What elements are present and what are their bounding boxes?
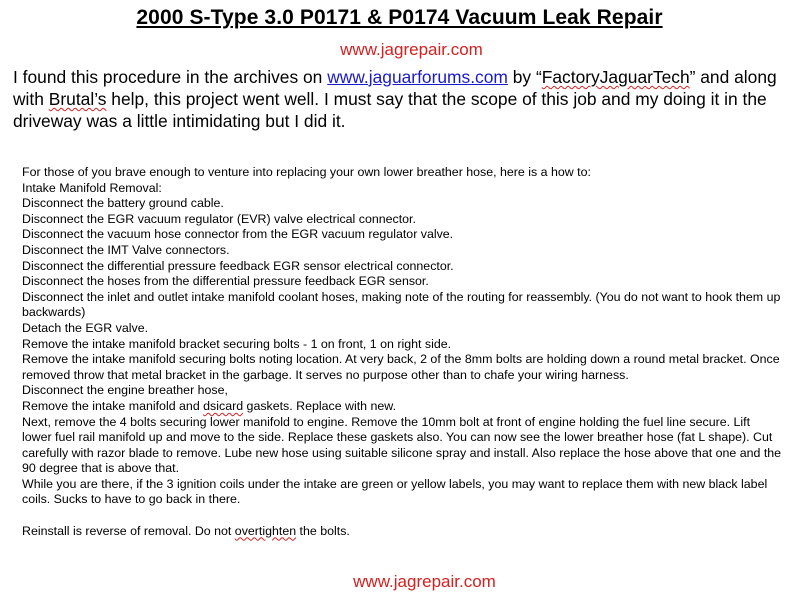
step: Remove the intake manifold bracket securing bolts - 1 on front, 1 on right side. bbox=[22, 336, 452, 351]
step: Disconnect the EGR vacuum regulator (EVR) valve electrical connector. bbox=[22, 211, 416, 226]
forum-link[interactable]: www.jaguarforums.com bbox=[327, 67, 508, 87]
site-url-top[interactable]: www.jagrepair.com bbox=[340, 40, 483, 59]
page-title: 2000 S-Type 3.0 P0171 & P0174 Vacuum Leak Repair bbox=[136, 6, 663, 29]
step-gaskets-typo: dsicard bbox=[203, 398, 244, 413]
paragraph-gap bbox=[22, 508, 782, 524]
step-reinstall-text-2: the bolts. bbox=[296, 523, 350, 538]
step-gaskets-text-2: gaskets. Replace with new. bbox=[243, 398, 397, 413]
intro-paragraph bbox=[13, 66, 791, 132]
step-gaskets bbox=[22, 399, 782, 415]
intro-text-3: ” and along with bbox=[13, 67, 777, 109]
intro-text-2: by “ bbox=[507, 67, 542, 87]
step: Disconnect the engine breather hose, bbox=[22, 383, 228, 398]
step: Disconnect the vacuum hose connector from the EGR vacuum regulator valve. bbox=[22, 227, 454, 242]
intro-text-1: I found this procedure in the archives on bbox=[13, 67, 328, 87]
helper-name: Brutal’s bbox=[48, 89, 107, 109]
procedure-heading: Intake Manifold Removal: bbox=[22, 180, 162, 195]
procedure-text bbox=[22, 165, 782, 539]
procedure-lead: For those of you brave enough to venture into replacing your own lower breather hose, here is a how to: bbox=[22, 165, 591, 179]
step-lower-manifold: Next, remove the 4 bolts securing lower manifold to engine. Remove the 10mm bolt at front of engine holding the fuel line secure. Lift lower fuel rail manifold up and move to the side. Replace these gaskets also. You can now see the lower breather hose (fat L shape). Cut carefully with razor blade to remove. Lube new hose using suitable silicone spray and install. Also replace the hose above that one and the 90 degree that is above that. bbox=[22, 414, 782, 476]
step: Disconnect the battery ground cable. bbox=[22, 196, 224, 211]
step: Remove the intake manifold securing bolts noting location. At very back, 2 of the 8mm bolts are holding down a round metal bracket. Once removed throw that metal bracket in the garbage. It serves no purpose other than to chafe your wiring harness. bbox=[22, 352, 780, 382]
author-name: FactoryJaguarTech bbox=[541, 67, 690, 87]
step: Disconnect the differential pressure feedback EGR sensor electrical connector. bbox=[22, 258, 454, 273]
step-gaskets-text-1: Remove the intake manifold and bbox=[22, 398, 204, 413]
step-ignition-coils: While you are there, if the 3 ignition coils under the intake are green or yellow labels, you may want to replace them with new black label coils. Sucks to have to go back in there. bbox=[22, 476, 768, 507]
intro-text-4: help, this project went well. I must say that the scope of this job and my doing it in the driveway was a little intimidating but I did it. bbox=[13, 89, 767, 131]
step: Disconnect the inlet and outlet intake manifold coolant hoses, making note of the routing for reassembly. (You do not want to hook them up backwards) bbox=[22, 289, 781, 320]
step-reinstall-typo: overtighten bbox=[234, 523, 297, 538]
site-url-bottom[interactable]: www.jagrepair.com bbox=[353, 572, 496, 591]
step: Detach the EGR valve. bbox=[22, 320, 149, 335]
step-reinstall-text-1: Reinstall is reverse of removal. Do not bbox=[22, 523, 235, 538]
step: Disconnect the hoses from the differential pressure feedback EGR sensor. bbox=[22, 274, 429, 289]
step-reinstall bbox=[22, 524, 782, 540]
step: Disconnect the IMT Valve connectors. bbox=[22, 242, 230, 257]
